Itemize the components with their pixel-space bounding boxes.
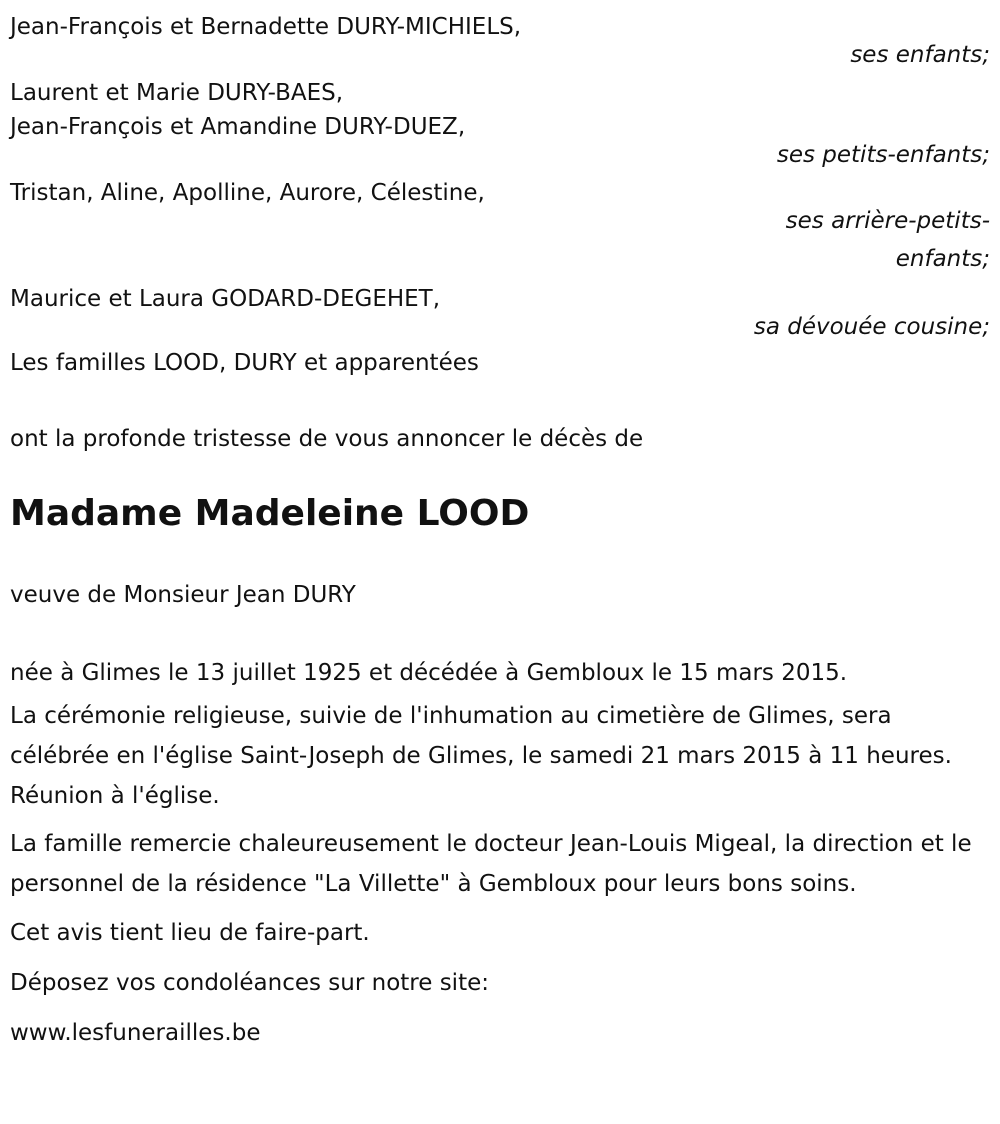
cousin-role: sa dévouée cousine;	[753, 314, 990, 340]
announcement-intro: ont la profonde tristesse de vous annoncer le décès de	[10, 426, 644, 452]
deceased-name: Madame Madeleine LOOD	[10, 493, 530, 534]
great-grandchildren-role: ses arrière-petits-enfants;	[785, 208, 990, 272]
cousin-names: Maurice et Laura GODARD-DEGEHET,	[10, 286, 441, 312]
grandchildren-role: ses petits-enfants;	[776, 142, 990, 168]
grandchildren-names-2: Jean-François et Amandine DURY-DUEZ,	[10, 114, 466, 140]
birth-death: née à Glimes le 13 juillet 1925 et décédée à Gembloux le 15 mars 2015.	[10, 660, 848, 686]
widow-of: veuve de Monsieur Jean DURY	[10, 582, 356, 608]
ceremony-details: La cérémonie religieuse, suivie de l'inhumation au cimetière de Glimes, sera célébrée en l'église Saint-Joseph de Glimes, le samedi 21 mars 2015 à 11 heures. Réunion à l'église.	[10, 703, 952, 809]
children-names: Jean-François et Bernadette DURY-MICHIELS,	[10, 14, 522, 40]
families-line: Les familles LOOD, DURY et apparentées	[10, 350, 479, 376]
website-link[interactable]: www.lesfunerailles.be	[10, 1020, 261, 1046]
condolences-note: Déposez vos condoléances sur notre site:	[10, 970, 489, 996]
great-grandchildren-names: Tristan, Aline, Apolline, Aurore, Célestine,	[10, 180, 485, 206]
grandchildren-names-1: Laurent et Marie DURY-BAES,	[10, 80, 344, 106]
faire-part-note: Cet avis tient lieu de faire-part.	[10, 920, 370, 946]
thanks-paragraph: La famille remercie chaleureusement le docteur Jean-Louis Migeal, la direction et le personnel de la résidence "La Villette" à Gembloux pour leurs bons soins.	[10, 831, 972, 897]
children-role: ses enfants;	[850, 42, 990, 68]
obituary-notice	[10, 0, 990, 1048]
